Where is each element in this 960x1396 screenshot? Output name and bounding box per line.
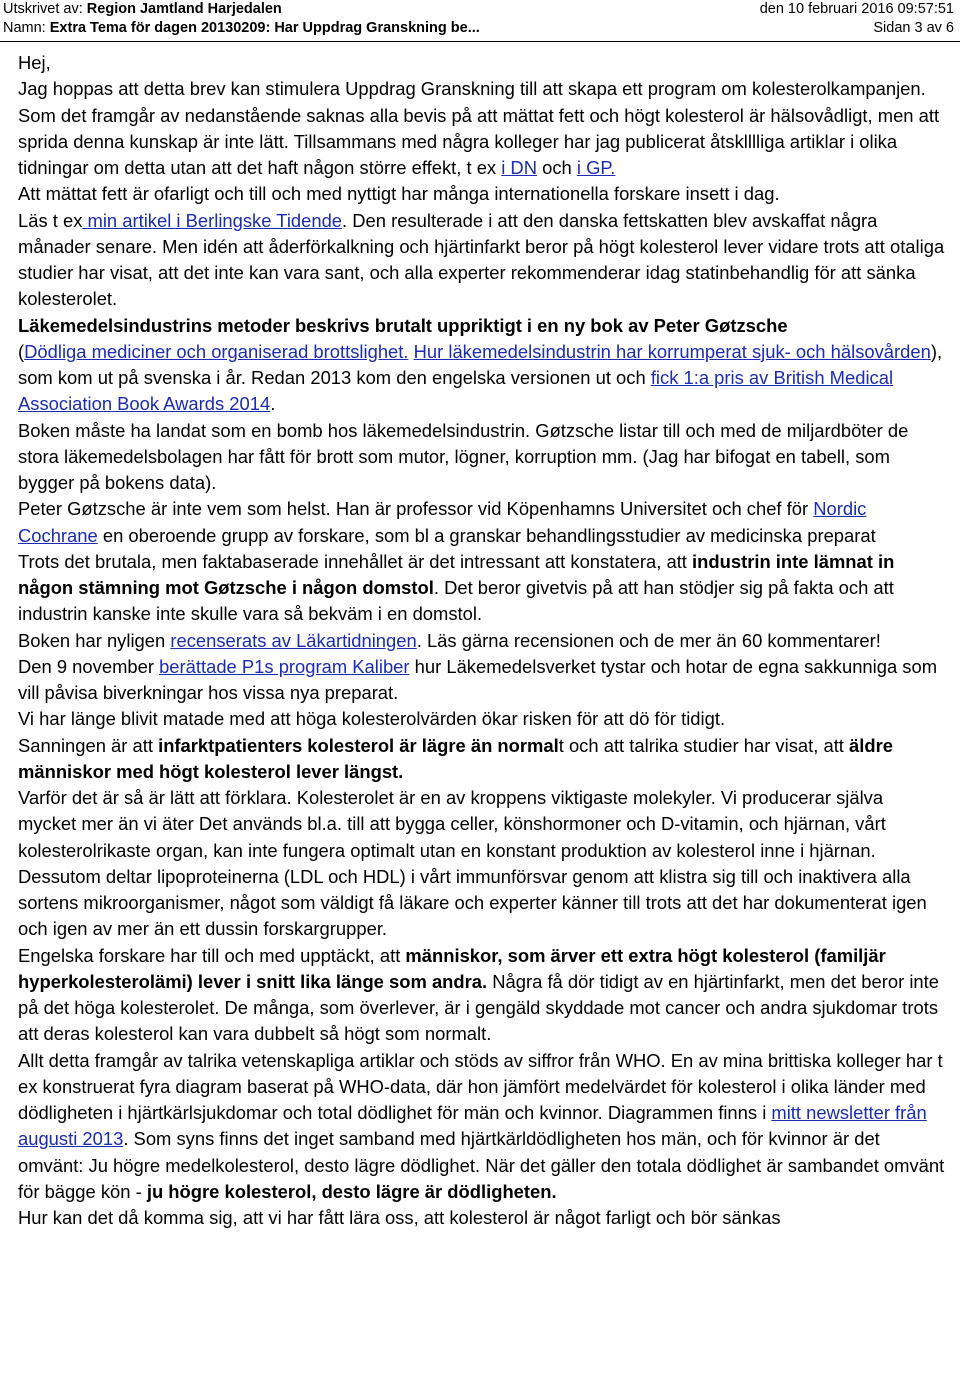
text-segment: Läs t ex [18, 209, 83, 231]
link-newsletter-aug-2013[interactable]: mitt newsletter från augusti 2013 [18, 1102, 927, 1150]
text-segment: Sanningen är att [18, 734, 159, 756]
text-segment: ( [18, 340, 25, 362]
paragraph-gotzsche [18, 496, 946, 549]
paragraph-explanation: Varför det är så är lätt att förklara. Kolesterolet är en av kroppens viktigaste molekyler. Vi producerar själva mycket mer än vi äter Det används bl.a. till att bygga celler, könshormoner och D-vitamin, och hjärnan, vårt kolesterolrikaste organ, kan inte fungera optimalt utan en konstant produktion av kolesterol inne i hjärnan. Dessutom deltar lipoproteinerna (LDL och HDL) i vårt immunförsvar genom att klistra sig till och inaktivera alla sortens mikroorganismer, något som väldigt få läkare och experter känner till trots att det har dokumenterat igen och igen av mer än ett dussin forskargrupper. [18, 787, 927, 940]
text-segment: t och att talrika studier har visat, att [558, 734, 850, 756]
paragraph-bomb: Boken måste ha landat som en bomb hos läkemedelsindustrin. Gøtzsche listar till och med de miljardböter de stora läkemedelsbolagen har fått för brott som mutor, lögner, korruption mm. (Jag har bifogat en tabell, som bygger på bokens data). [18, 419, 909, 493]
paragraph-closing: Hur kan det då komma sig, att vi har fått lära oss, att kolesterol är något farligt och bör sänkas [18, 1207, 781, 1228]
link-book-title[interactable]: Dödliga mediciner och organiserad brottslighet. [24, 340, 409, 362]
text-segment: Några få dör tidigt av en hjärtinfarkt, men det beror inte på det höga kolesterolet. De många, som överlever, är i gengäld skyddade mot cancer och andra sjukdomar trots att deras kolesterol kan vara dubbelt så högt som normalt. [18, 970, 939, 1045]
greeting: Hej, [18, 52, 51, 73]
paragraph-book [18, 339, 946, 418]
text-segment: Jag hoppas att detta brev kan stimulera Uppdrag Granskning till att skapa ett program om kolesterolkampanjen. Som det framgår av nedanstående saknas alla bevis på att mättat fett och högt kolesterol är hälsovådligt, men att sprida denna kunskap är inte lätt. Tillsammans med några kolleger har jag publicerat åtsklllliga artiklar i olika tidningar om detta utan att det haft någon större effekt, t ex [18, 78, 940, 178]
link-nordic-cochrane[interactable]: Nordic Cochrane [18, 498, 867, 546]
paragraph-no-lawsuit [18, 549, 946, 628]
bold-heading-industry [18, 313, 946, 339]
paragraph-intro [18, 76, 946, 181]
paragraph-familial [18, 943, 946, 1048]
printed-by-label: Utskrivet av: [3, 1, 83, 17]
letter-body [18, 50, 946, 1231]
bold-text: Läkemedelsindustrins metoder beskrivs brutalt uppriktigt i en ny bok av Peter Gøtzsche [18, 314, 788, 336]
text-segment: Peter Gøtzsche är inte vem som helst. Han är professor vid Köpenhamns Universitet och chef för [18, 498, 814, 520]
bold-text: industrin inte lämnat in någon stämning mot Gøtzsche i någon domstol [18, 550, 895, 598]
text-segment: en oberoende grupp av forskare, som bl a granskar behandlingsstudier av medicinska preparat [97, 524, 876, 546]
print-header-line-2 [3, 19, 954, 37]
link-bma-award[interactable]: fick 1:a pris av British Medical Association Book Awards 2014 [18, 367, 894, 415]
link-book-subtitle[interactable]: Hur läkemedelsindustrin har korrumperat sjuk- och hälsovården [413, 340, 931, 362]
text-segment: Engelska forskare har till och med upptäckt, att [18, 944, 406, 966]
paragraph-review [18, 628, 946, 654]
text-segment: hur Läkemedelsverket tystar och hotar de egna sakkunniga som vill påvisa biverkningar hos vissa nya preparat. [18, 655, 938, 703]
paragraph-saturated-fat: Att mättat fett är ofarligt och till och med nyttigt har många internationella forskare insett i dag. [18, 183, 780, 205]
paragraph-berlingske [18, 208, 946, 313]
printed-date: den 10 februari 2016 09:57:51 [759, 1, 954, 17]
text-segment: Trots det brutala, men faktabaserade innehållet är det intressant att konstatera, att [18, 550, 693, 572]
bold-text: människor, som ärver ett extra högt kolesterol (familjär hyperkolesterolämi) lever i snitt lika länge som andra. [18, 944, 886, 992]
header-divider [0, 41, 960, 42]
text-segment: Den 9 november [18, 655, 160, 677]
text-segment: . Läs gärna recensionen och de mer än 60 kommentarer! [416, 629, 881, 651]
page-indicator: Sidan 3 av 6 [873, 20, 954, 36]
link-lakartidningen-review[interactable]: recenserats av Läkartidningen [170, 629, 417, 651]
document-name: Extra Tema för dagen 20130209: Har Uppdrag Granskning be... [49, 20, 480, 36]
bold-text: ju högre kolesterol, desto lägre är dödligheten. [146, 1180, 557, 1202]
paragraph-who-data [18, 1048, 946, 1206]
paragraph-kaliber [18, 654, 946, 707]
link-gp[interactable]: i GP. [576, 157, 616, 178]
printed-by-value: Region Jamtland Harjedalen [86, 1, 282, 17]
text-segment: . Det beror givetvis på att han stödjer sig på fakta och att industrin kanske inte skulle vara så bekväm i en domstol. [18, 577, 894, 625]
print-header-line-1 [3, 0, 954, 18]
paragraph-fed-belief: Vi har länge blivit matade med att höga kolesterolvärden ökar risken för att dö för tidigt. [18, 708, 726, 730]
bold-text: äldre människor med högt kolesterol lever längst. [18, 734, 893, 782]
text-segment: och [537, 157, 577, 178]
link-berlingske-article[interactable]: min artikel i Berlingske Tidende [82, 209, 343, 231]
name-label: Namn: [3, 20, 46, 36]
text-segment: ), som kom ut på svenska i år. Redan 2013 kom den engelska versionen ut och [18, 340, 943, 388]
bold-text: infarktpatienters kolesterol är lägre än normal [158, 734, 559, 756]
text-segment: Allt detta framgår av talrika vetenskapliga artiklar och stöds av siffror från WHO. En av mina brittiska kolleger har t ex konstruerat fyra diagram baserat på WHO-data, där hon jämfört medelvärdet för kolesterol i olika länder med dödligheten i hjärtkärlsjukdomar och total dödlighet för män och kvinnor. Diagrammen finns i [18, 1049, 943, 1123]
text-segment: . Som syns finns det inget samband med hjärtkärldödligheten hos män, och för kvinnor är det omvänt: Ju högre medelkolesterol, desto lägre dödlighet. När det gäller den totala dödlighet är sambandet omvänt för bägge kön - [18, 1128, 945, 1202]
paragraph-truth [18, 733, 946, 786]
text-segment: . [270, 393, 276, 415]
link-p1-kaliber[interactable]: berättade P1s program Kaliber [159, 655, 410, 677]
text-segment: . Den resulterade i att den danska fettskatten blev avskaffat några månader senare. Men idén att åderförkalkning och hjärtinfarkt beror på högt kolesterol lever vidare trots att otaliga studier har visat, att det inte kan vara sant, och alla experter rekommenderar idag statinbehandlig för att sänka kolesterolet. [18, 209, 945, 310]
text-segment: Boken har nyligen [18, 629, 171, 651]
link-dn[interactable]: i DN [501, 157, 537, 178]
